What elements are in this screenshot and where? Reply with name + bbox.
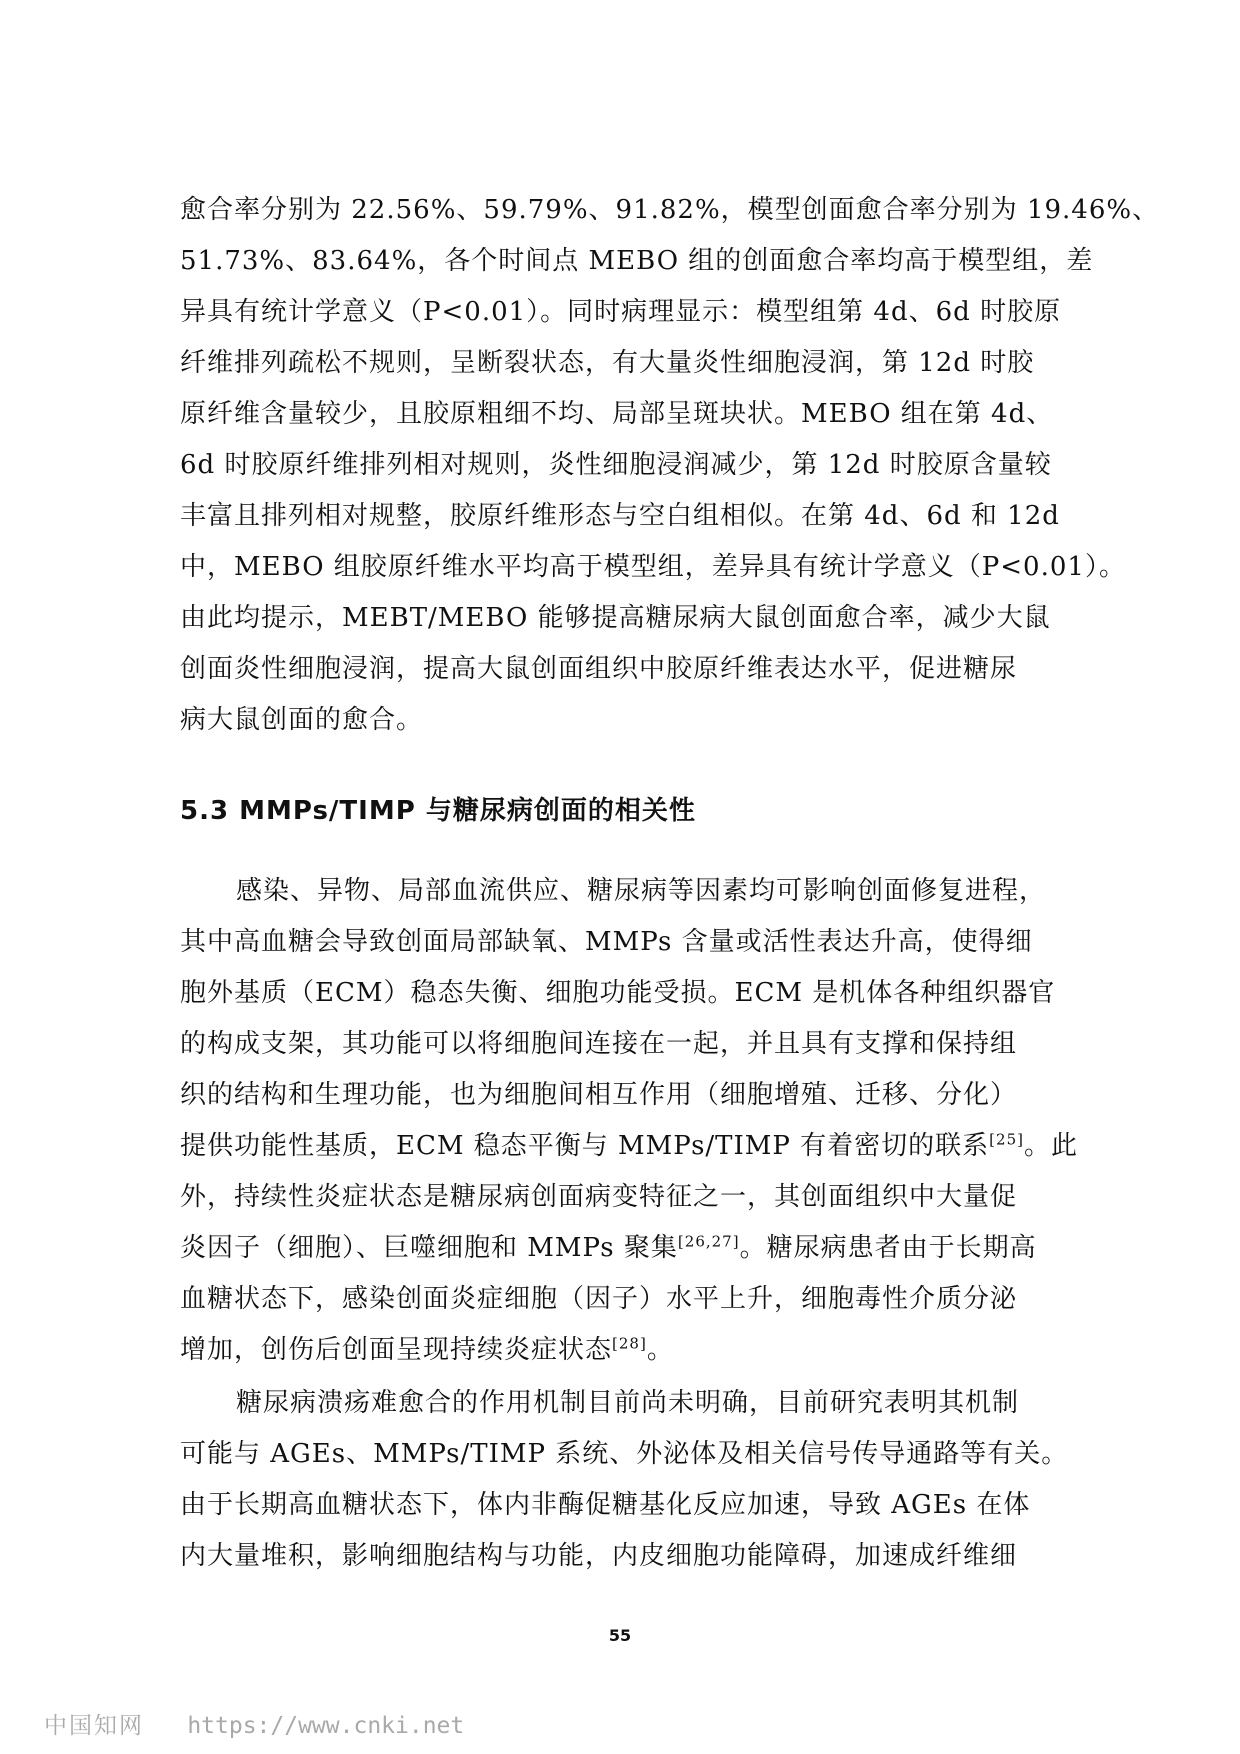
watermark-brand: 中国知网 [44, 1713, 144, 1739]
text-run: 。糖尿病患者由于长期高 [739, 1233, 1037, 1263]
text-line: 纤维排列疏松不规则，呈断裂状态，有大量炎性细胞浸润，第 12d 时胶 [180, 348, 1035, 378]
text-run: 。此 [1023, 1131, 1078, 1161]
text-line [180, 1121, 1100, 1172]
text-line: 愈合率分别为 22.56%、59.79%、91.82%，模型创面愈合率分别为 19.46%、 [180, 195, 1160, 225]
text-line: 外，持续性炎症状态是糖尿病创面病变特征之一，其创面组织中大量促 [180, 1182, 1018, 1212]
text-line: 51.73%、83.64%，各个时间点 MEBO 组的创面愈合率均高于模型组，差 [180, 246, 1094, 276]
text-line: 创面炎性细胞浸润，提高大鼠创面组织中胶原纤维表达水平，促进糖尿 [180, 654, 1018, 684]
text-line: 异具有统计学意义（P<0.01）。同时病理显示：模型组第 4d、6d 时胶原 [180, 297, 1062, 327]
text-line: 丰富且排列相对规整，胶原纤维形态与空白组相似。在第 4d、6d 和 12d [180, 501, 1060, 531]
citation: [25] [989, 1130, 1024, 1149]
text-line: 由于长期高血糖状态下，体内非酶促糖基化反应加速，导致 AGEs 在体 [180, 1490, 1031, 1520]
text-line: 病大鼠创面的愈合。 [180, 705, 424, 735]
text-run: 提供功能性基质，ECM 稳态平衡与 MMPs/TIMP 有着密切的联系 [180, 1131, 990, 1161]
text-line: 的构成支架，其功能可以将细胞间连接在一起，并且具有支撑和保持组 [180, 1029, 1018, 1059]
text-line: 可能与 AGEs、MMPs/TIMP 系统、外泌体及相关信号传导通路等有关。 [180, 1439, 1069, 1469]
paragraph-mechanism [180, 1378, 1100, 1582]
text-line: 胞外基质（ECM）稳态失衡、细胞功能受损。ECM 是机体各种组织器官 [180, 978, 1056, 1008]
text-line [180, 1223, 1100, 1274]
paragraph-results-summary [180, 185, 1160, 746]
cnki-watermark [44, 1707, 464, 1740]
text-line: 6d 时胶原纤维排列相对规则，炎性细胞浸润减少，第 12d 时胶原含量较 [180, 450, 1052, 480]
citation: [26,27] [677, 1232, 740, 1251]
text-line: 中，MEBO 组胶原纤维水平均高于模型组，差异具有统计学意义（P<0.01）。 [180, 552, 1126, 582]
text-line: 糖尿病溃疡难愈合的作用机制目前尚未明确，目前研究表明其机制 [236, 1388, 1020, 1418]
page-number: 55 [608, 1626, 632, 1645]
paragraph-mmps-timp [180, 866, 1100, 1376]
text-line: 血糖状态下，感染创面炎症细胞（因子）水平上升，细胞毒性介质分泌 [180, 1284, 1018, 1314]
text-line: 感染、异物、局部血流供应、糖尿病等因素均可影响创面修复进程， [236, 876, 1047, 906]
text-run: 增加，创伤后创面呈现持续炎症状态 [180, 1335, 613, 1365]
text-line: 织的结构和生理功能，也为细胞间相互作用（细胞增殖、迁移、分化） [180, 1080, 1018, 1110]
text-line: 原纤维含量较少，且胶原粗细不均、局部呈斑块状。MEBO 组在第 4d、 [180, 399, 1054, 429]
section-heading: 5.3 MMPs/TIMP 与糖尿病创面的相关性 [180, 796, 696, 826]
text-run: 炎因子（细胞）、巨噬细胞和 MMPs 聚集 [180, 1233, 678, 1263]
watermark-url: https://www.cnki.net [187, 1713, 465, 1739]
text-line: 内大量堆积，影响细胞结构与功能，内皮细胞功能障碍，加速成纤维细 [180, 1541, 1018, 1571]
text-run: 。 [646, 1335, 674, 1365]
text-line: 由此均提示，MEBT/MEBO 能够提高糖尿病大鼠创面愈合率，减少大鼠 [180, 603, 1051, 633]
citation: [28] [612, 1334, 647, 1353]
text-line: 其中高血糖会导致创面局部缺氧、MMPs 含量或活性表达升高，使得细 [180, 927, 1033, 957]
text-line [180, 1325, 1100, 1376]
